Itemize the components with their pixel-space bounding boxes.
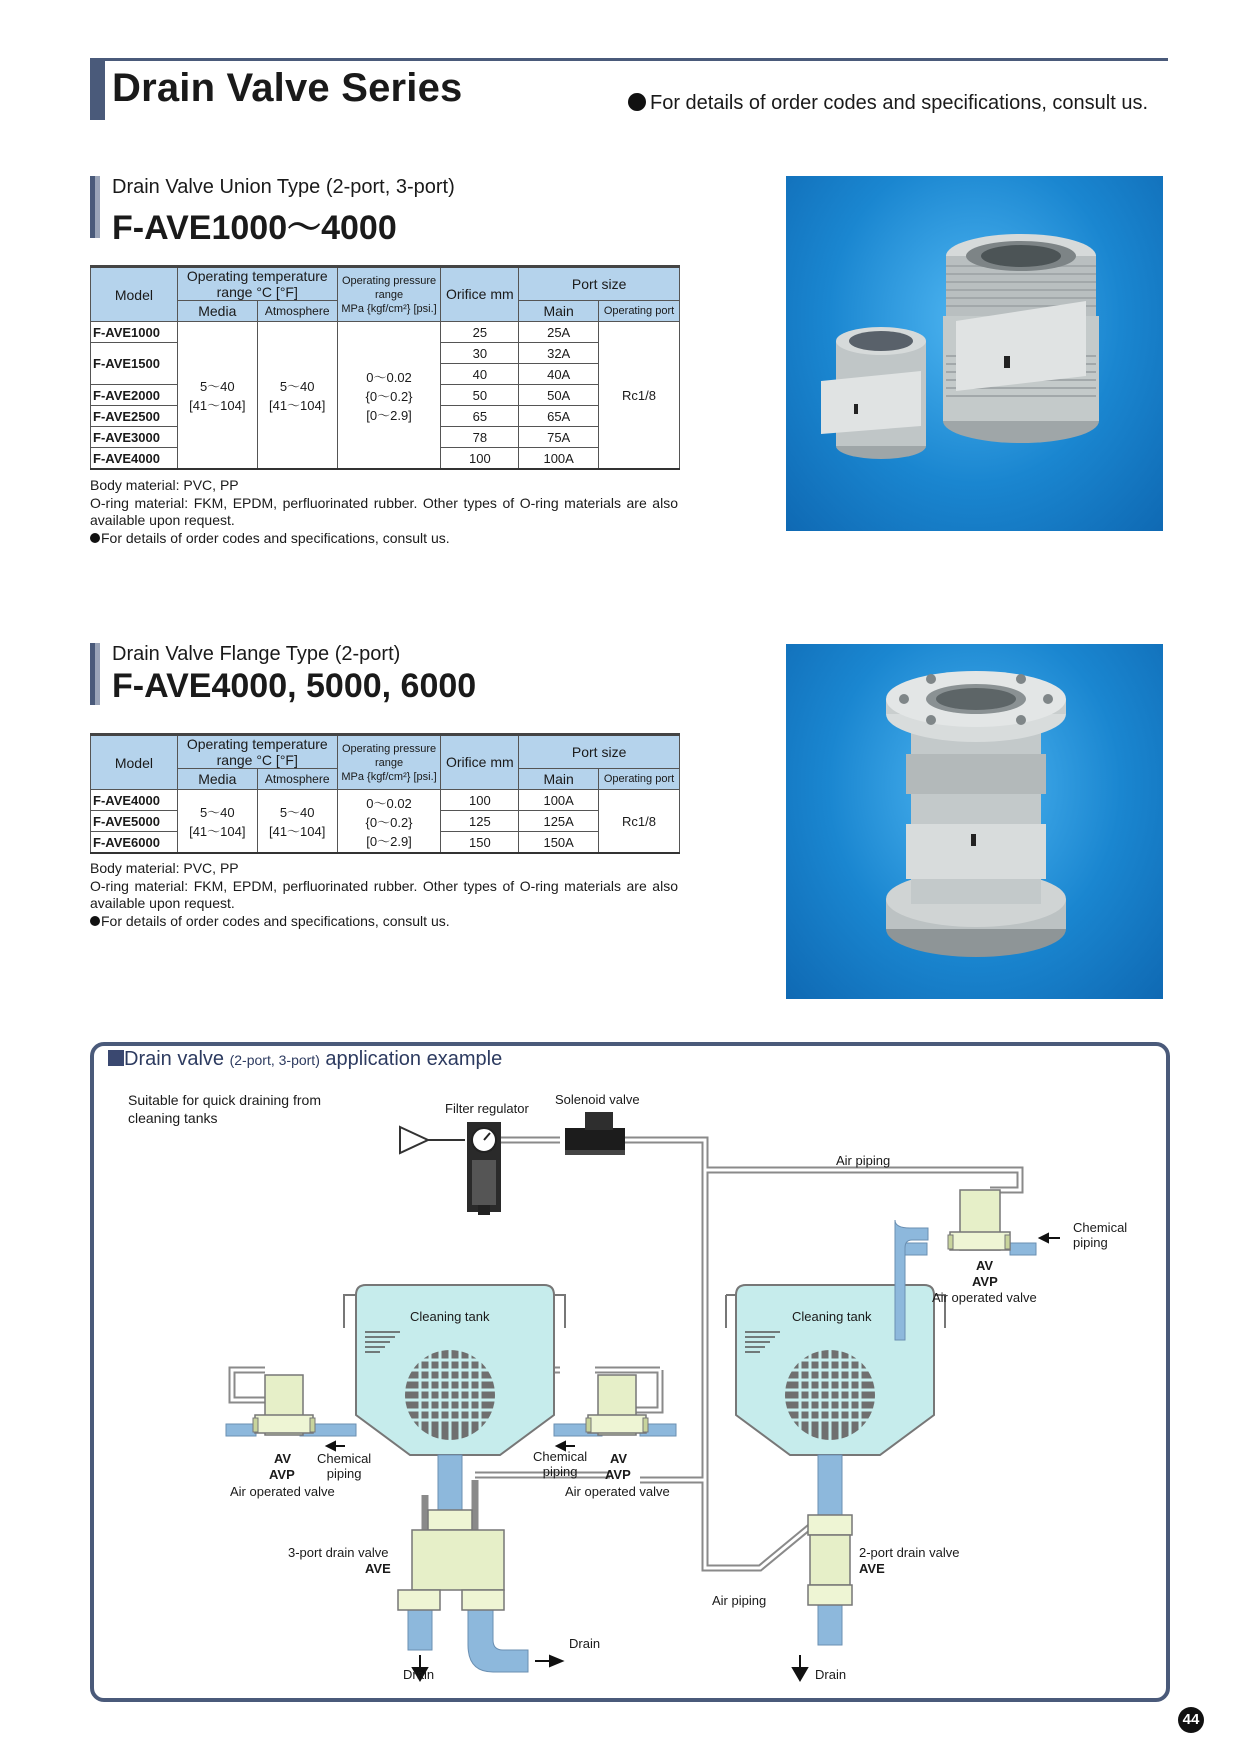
main-port-cell: 150A: [519, 832, 599, 854]
three-port-drain-valve: [398, 1510, 504, 1610]
table-row-model: F-AVE2000: [91, 385, 178, 406]
col-orifice: Orifice mm: [441, 735, 519, 790]
orifice-cell: 65: [441, 406, 519, 427]
union-model-title: F-AVE1000〜4000: [112, 209, 397, 247]
col-operating-port: Operating port: [599, 301, 680, 322]
col-model: Model: [91, 735, 178, 790]
application-description: Suitable for quick draining from cleaning tanks: [128, 1092, 321, 1126]
label-avp-right: AVP: [972, 1274, 998, 1289]
operating-port-cell: Rc1/8: [599, 322, 680, 470]
union-notes: Body material: PVC, PP O-ring material: FKM, EPDM, perfluorinated rubber. Other types of O-ring materials are also available upon request. For details of order codes and specifications, consult us.: [90, 477, 678, 546]
main-port-cell: 100A: [519, 790, 599, 811]
orifice-cell: 30: [441, 343, 519, 364]
col-model: Model: [91, 267, 178, 322]
union-subtitle: Drain Valve Union Type (2-port, 3-port): [112, 176, 455, 198]
table-row-model: F-AVE4000: [91, 790, 178, 811]
header-note-text: For details of order codes and specifications, consult us.: [650, 92, 1149, 114]
main-port-cell: 32A: [519, 343, 599, 364]
col-port-size: Port size: [519, 735, 680, 769]
col-main: Main: [519, 769, 599, 790]
table-row-model: F-AVE1500: [91, 343, 178, 385]
col-atmosphere: Atmosphere: [257, 769, 337, 790]
orifice-cell: 25: [441, 322, 519, 343]
table-row-model: F-AVE3000: [91, 427, 178, 448]
orifice-cell: 78: [441, 427, 519, 448]
label-avp-left: AVP: [269, 1467, 295, 1482]
pressure-cell: 0〜0.02 {0〜0.2} [0〜2.9]: [337, 790, 441, 854]
table-row-model: F-AVE2500: [91, 406, 178, 427]
label-three-port-drain-valve: 3-port drain valve: [288, 1545, 389, 1560]
main-port-cell: 50A: [519, 385, 599, 406]
col-temp: Operating temperature range °C [°F]: [177, 267, 337, 301]
label-ave-left: AVE: [365, 1561, 391, 1576]
col-port-size: Port size: [519, 267, 680, 301]
col-pressure: Operating pressure range MPa {kgf/cm²} [psi.]: [337, 267, 441, 322]
label-cleaning-tank-left: Cleaning tank: [410, 1309, 490, 1324]
col-operating-port: Operating port: [599, 769, 680, 790]
label-filter-regulator: Filter regulator: [445, 1101, 529, 1116]
main-port-cell: 75A: [519, 427, 599, 448]
solenoid-valve-icon: [565, 1112, 625, 1155]
operating-port-cell: Rc1/8: [599, 790, 680, 854]
label-av-center: AV: [610, 1451, 628, 1466]
label-chemical-piping-left: Chemical piping: [317, 1451, 372, 1481]
label-chemical-piping-right: Chemical piping: [1073, 1220, 1128, 1250]
label-cleaning-tank-right: Cleaning tank: [792, 1309, 872, 1324]
col-temp: Operating temperature range °C [°F]: [177, 735, 337, 769]
main-port-cell: 65A: [519, 406, 599, 427]
air-operated-valve-center: [586, 1375, 648, 1435]
orifice-cell: 100: [441, 448, 519, 470]
label-air-piping-bottom: Air piping: [712, 1593, 767, 1608]
page-number: 44: [1178, 1707, 1204, 1733]
table-row-model: F-AVE4000: [91, 448, 178, 470]
filter-regulator-icon: [467, 1122, 501, 1215]
flange-notes: Body material: PVC, PP O-ring material: FKM, EPDM, perfluorinated rubber. Other types of O-ring materials are also available upon request. For details of order codes and specifications, consult us.: [90, 860, 678, 929]
label-air-operated-valve-left: Air operated valve: [230, 1484, 335, 1499]
table-row-model: F-AVE5000: [91, 811, 178, 832]
label-ave-right: AVE: [859, 1561, 885, 1576]
label-av-left: AV: [274, 1451, 292, 1466]
col-pressure: Operating pressure range MPa {kgf/cm²} [psi.]: [337, 735, 441, 790]
col-orifice: Orifice mm: [441, 267, 519, 322]
table-row-model: F-AVE1000: [91, 322, 178, 343]
air-operated-valve-left: [253, 1375, 315, 1435]
orifice-cell: 125: [441, 811, 519, 832]
label-solenoid-valve: Solenoid valve: [555, 1092, 640, 1107]
atmosphere-temp-cell: 5〜40 [41〜104]: [257, 790, 337, 854]
table-row-model: F-AVE6000: [91, 832, 178, 854]
page-title: Drain Valve Series: [112, 66, 463, 110]
media-temp-cell: 5〜40 [41〜104]: [177, 790, 257, 854]
main-port-cell: 100A: [519, 448, 599, 470]
two-port-drain-valve: [808, 1515, 852, 1605]
col-media: Media: [177, 769, 257, 790]
label-av-right: AV: [976, 1258, 994, 1273]
flange-subtitle: Drain Valve Flange Type (2-port): [112, 643, 401, 665]
col-media: Media: [177, 301, 257, 322]
application-title: Drain valve (2-port, 3-port) application example: [108, 1048, 502, 1071]
flange-model-title: F-AVE4000, 5000, 6000: [112, 667, 477, 705]
main-port-cell: 125A: [519, 811, 599, 832]
orifice-cell: 40: [441, 364, 519, 385]
main-port-cell: 25A: [519, 322, 599, 343]
label-two-port-drain-valve: 2-port drain valve: [859, 1545, 960, 1560]
label-drain-right: Drain: [815, 1667, 847, 1682]
air-operated-valve-right: [948, 1190, 1010, 1250]
media-temp-cell: 5〜40 [41〜104]: [177, 322, 257, 470]
main-port-cell: 40A: [519, 364, 599, 385]
col-main: Main: [519, 301, 599, 322]
pressure-cell: 0〜0.02 {0〜0.2} [0〜2.9]: [337, 322, 441, 470]
label-drain-center: Drain: [569, 1636, 601, 1651]
orifice-cell: 150: [441, 832, 519, 854]
label-air-operated-valve-right: Air operated valve: [932, 1290, 1037, 1305]
col-atmosphere: Atmosphere: [257, 301, 337, 322]
label-air-piping-top: Air piping: [836, 1153, 891, 1168]
orifice-cell: 100: [441, 790, 519, 811]
orifice-cell: 50: [441, 385, 519, 406]
label-avp-center: AVP: [605, 1467, 631, 1482]
label-chemical-piping-center: Chemical piping: [533, 1449, 588, 1479]
air-source-icon: [400, 1127, 428, 1153]
atmosphere-temp-cell: 5〜40 [41〜104]: [257, 322, 337, 470]
label-drain-left: Drain: [403, 1667, 435, 1682]
label-air-operated-valve-center: Air operated valve: [565, 1484, 670, 1499]
